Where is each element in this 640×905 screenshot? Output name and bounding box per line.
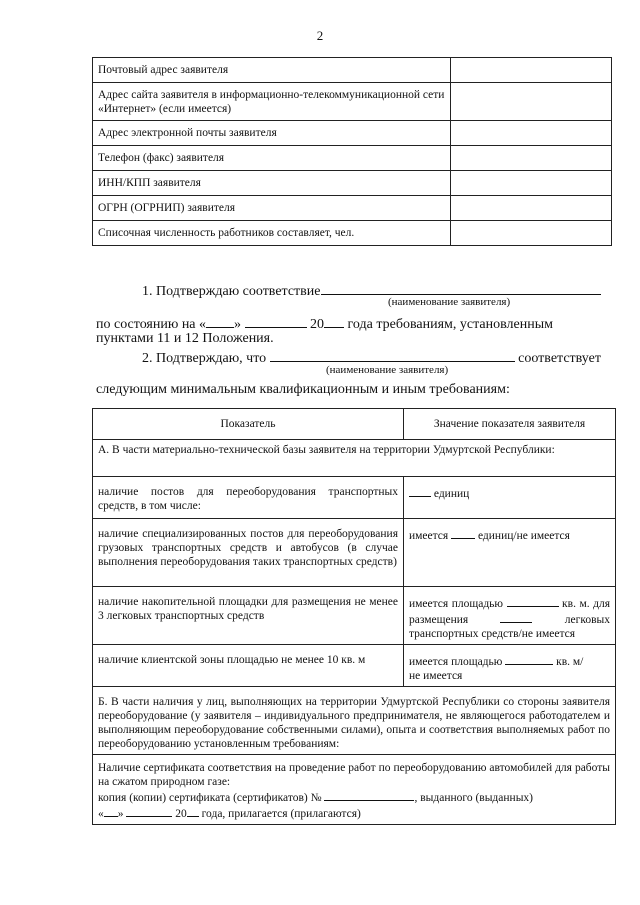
row-value-cell[interactable] (451, 121, 612, 146)
applicant-name-blank-2[interactable] (270, 347, 515, 362)
cert-year-blank[interactable] (187, 805, 199, 817)
indicator-cell: наличие специализированных постов для переоборудования грузовых транспортных средств и автобусов (в случае выполнения переоборудования таких транспортных средств) (93, 519, 404, 587)
certificate-row (93, 755, 616, 825)
value-cell[interactable]: единиц (404, 477, 616, 519)
section-a-title: А. В части материально-технической базы заявителя на территории Удмуртской Республики: (93, 440, 616, 477)
value-cell[interactable]: имеется единиц/не имеется (404, 519, 616, 587)
confirm1-lead: 1. Подтверждаю соответствие (142, 284, 321, 299)
applicant-name-blank[interactable] (321, 280, 601, 295)
row-label: ОГРН (ОГРНИП) заявителя (93, 196, 451, 221)
row-value-cell[interactable] (451, 146, 612, 171)
table-row (93, 519, 616, 587)
value-cell[interactable]: имеется площадью кв. м. для размещения легковых транспортных средств/не имеется (404, 587, 616, 645)
table-row (93, 58, 612, 83)
table-row (93, 645, 616, 687)
table-row (93, 83, 612, 121)
certificate-line1: Наличие сертификата соответствия на проведение работ по переоборудованию автомобилей для работы на сжатом природном газе: (98, 762, 610, 788)
header-indicator: Показатель (93, 409, 404, 440)
row-value-cell[interactable] (451, 196, 612, 221)
count-blank[interactable] (409, 485, 431, 497)
row-value-cell[interactable] (451, 83, 612, 121)
requirements-table (92, 408, 616, 825)
table-row (93, 587, 616, 645)
row-value-cell[interactable] (451, 221, 612, 246)
table-row (93, 171, 612, 196)
confirm2-caption: (наименование заявителя) (326, 364, 449, 376)
row-label: Телефон (факс) заявителя (93, 146, 451, 171)
applicant-info-table (92, 57, 612, 246)
certificate-number-blank[interactable] (324, 789, 414, 801)
confirm2-line2: следующим минимальным квалификационным и иным требованиям: (96, 382, 510, 397)
confirm1-caption: (наименование заявителя) (388, 296, 511, 308)
cert-day-blank[interactable] (104, 805, 118, 817)
confirm1-line3: пунктами 11 и 12 Положения. (96, 331, 274, 346)
table-row (93, 477, 616, 519)
row-value-cell[interactable] (451, 58, 612, 83)
table-row (93, 196, 612, 221)
row-value-cell[interactable] (451, 171, 612, 196)
certificate-cell (93, 755, 616, 825)
month-blank[interactable] (245, 313, 307, 328)
area-blank[interactable] (507, 595, 559, 607)
area-blank[interactable] (505, 653, 553, 665)
section-b-title: Б. В части наличия у лиц, выполняющих на территории Удмуртской Республики со стороны заявителя переоборудование (у заявителя – индивидуального предпринимателя, не являющегося работодателем и выполняющим переоборудование собственными силами), опыта и соответствия выполняемых работ по переоборудованию установленным требованиям: (93, 687, 616, 755)
row-label: ИНН/КПП заявителя (93, 171, 451, 196)
count-blank[interactable] (451, 527, 475, 539)
confirm2-line1: 2. Подтверждаю, что соответствует (142, 347, 601, 367)
confirm1-line2: по состоянию на « » 20 года требованиям, установленным (96, 313, 553, 333)
value-cell[interactable]: имеется площадью кв. м/ не имеется (404, 645, 616, 687)
table-header-row (93, 409, 616, 440)
page-number: 2 (316, 28, 324, 43)
certificate-line3: « » 20 года, прилагается (прилагаются) (98, 805, 610, 821)
row-label: Списочная численность работников составляет, чел. (93, 221, 451, 246)
row-label: Адрес электронной почты заявителя (93, 121, 451, 146)
cars-blank[interactable] (500, 611, 532, 623)
table-row (93, 221, 612, 246)
table-row (93, 121, 612, 146)
header-value: Значение показателя заявителя (404, 409, 616, 440)
cert-month-blank[interactable] (126, 805, 172, 817)
indicator-cell: наличие клиентской зоны площадью не менее 10 кв. м (93, 645, 404, 687)
row-label: Адрес сайта заявителя в информационно-телекоммуникационной сети «Интернет» (если имеется) (93, 83, 451, 121)
day-blank[interactable] (206, 313, 234, 328)
confirm1-line1 (142, 280, 601, 300)
certificate-line2: копия (копии) сертификата (сертификатов) № , выданного (выданных) (98, 789, 610, 805)
section-b-row (93, 687, 616, 755)
indicator-cell: наличие накопительной площадки для размещения не менее 3 легковых транспортных средств (93, 587, 404, 645)
indicator-cell: наличие постов для переоборудования транспортных средств, в том числе: (93, 477, 404, 519)
section-a-row (93, 440, 616, 477)
table-row (93, 146, 612, 171)
year-blank[interactable] (324, 313, 344, 328)
row-label: Почтовый адрес заявителя (93, 58, 451, 83)
